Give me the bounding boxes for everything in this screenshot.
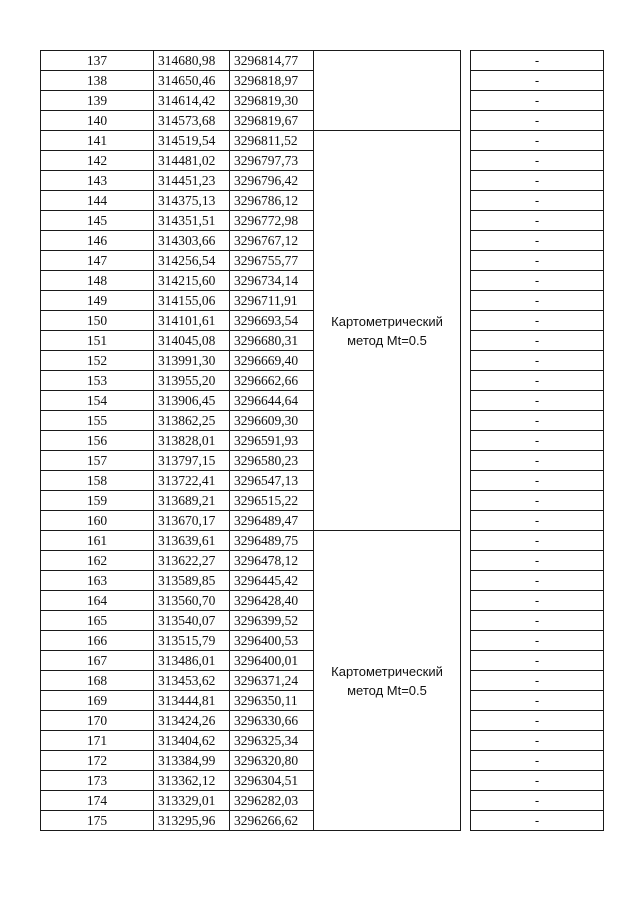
- table-row: [41, 131, 604, 151]
- y-coordinate-cell: 3296371,24: [230, 671, 314, 691]
- note-cell: -: [471, 231, 604, 251]
- point-number-cell: 152: [41, 351, 154, 371]
- column-gap: [461, 771, 471, 791]
- note-cell: -: [471, 711, 604, 731]
- x-coordinate-cell: 313991,30: [154, 351, 230, 371]
- x-coordinate-cell: 313540,07: [154, 611, 230, 631]
- coordinates-table-body: [41, 51, 604, 831]
- coordinates-table: [40, 50, 604, 831]
- x-coordinate-cell: 313670,17: [154, 511, 230, 531]
- note-cell: -: [471, 811, 604, 831]
- x-coordinate-cell: 313560,70: [154, 591, 230, 611]
- x-coordinate-cell: 314155,06: [154, 291, 230, 311]
- column-gap: [461, 571, 471, 591]
- y-coordinate-cell: 3296489,47: [230, 511, 314, 531]
- y-coordinate-cell: 3296399,52: [230, 611, 314, 631]
- y-coordinate-cell: 3296266,62: [230, 811, 314, 831]
- column-gap: [461, 631, 471, 651]
- y-coordinate-cell: 3296609,30: [230, 411, 314, 431]
- point-number-cell: 146: [41, 231, 154, 251]
- column-gap: [461, 191, 471, 211]
- point-number-cell: 171: [41, 731, 154, 751]
- column-gap: [461, 251, 471, 271]
- x-coordinate-cell: 313329,01: [154, 791, 230, 811]
- x-coordinate-cell: 314519,54: [154, 131, 230, 151]
- note-cell: -: [471, 671, 604, 691]
- x-coordinate-cell: 313384,99: [154, 751, 230, 771]
- table-row: [41, 51, 604, 71]
- x-coordinate-cell: 314045,08: [154, 331, 230, 351]
- y-coordinate-cell: 3296811,52: [230, 131, 314, 151]
- column-gap: [461, 311, 471, 331]
- point-number-cell: 151: [41, 331, 154, 351]
- column-gap: [461, 711, 471, 731]
- point-number-cell: 145: [41, 211, 154, 231]
- column-gap: [461, 551, 471, 571]
- note-cell: -: [471, 131, 604, 151]
- note-cell: -: [471, 351, 604, 371]
- x-coordinate-cell: 314215,60: [154, 271, 230, 291]
- point-number-cell: 175: [41, 811, 154, 831]
- x-coordinate-cell: 313722,41: [154, 471, 230, 491]
- x-coordinate-cell: 313404,62: [154, 731, 230, 751]
- point-number-cell: 137: [41, 51, 154, 71]
- method-cell: [314, 51, 461, 131]
- column-gap: [461, 71, 471, 91]
- y-coordinate-cell: 3296662,66: [230, 371, 314, 391]
- x-coordinate-cell: 313862,25: [154, 411, 230, 431]
- y-coordinate-cell: 3296282,03: [230, 791, 314, 811]
- table-row: [41, 531, 604, 551]
- note-cell: -: [471, 371, 604, 391]
- column-gap: [461, 91, 471, 111]
- note-cell: -: [471, 91, 604, 111]
- note-cell: -: [471, 691, 604, 711]
- note-cell: -: [471, 151, 604, 171]
- y-coordinate-cell: 3296591,93: [230, 431, 314, 451]
- point-number-cell: 155: [41, 411, 154, 431]
- x-coordinate-cell: 313486,01: [154, 651, 230, 671]
- note-cell: -: [471, 731, 604, 751]
- column-gap: [461, 111, 471, 131]
- x-coordinate-cell: 314614,42: [154, 91, 230, 111]
- x-coordinate-cell: 313453,62: [154, 671, 230, 691]
- column-gap: [461, 511, 471, 531]
- note-cell: -: [471, 431, 604, 451]
- y-coordinate-cell: 3296350,11: [230, 691, 314, 711]
- y-coordinate-cell: 3296819,67: [230, 111, 314, 131]
- y-coordinate-cell: 3296669,40: [230, 351, 314, 371]
- point-number-cell: 169: [41, 691, 154, 711]
- note-cell: -: [471, 771, 604, 791]
- point-number-cell: 170: [41, 711, 154, 731]
- x-coordinate-cell: 313362,12: [154, 771, 230, 791]
- x-coordinate-cell: 314650,46: [154, 71, 230, 91]
- note-cell: -: [471, 611, 604, 631]
- point-number-cell: 168: [41, 671, 154, 691]
- note-cell: -: [471, 471, 604, 491]
- x-coordinate-cell: 314303,66: [154, 231, 230, 251]
- note-cell: -: [471, 191, 604, 211]
- point-number-cell: 173: [41, 771, 154, 791]
- note-cell: -: [471, 591, 604, 611]
- column-gap: [461, 131, 471, 151]
- column-gap: [461, 231, 471, 251]
- column-gap: [461, 731, 471, 751]
- note-cell: -: [471, 171, 604, 191]
- point-number-cell: 157: [41, 451, 154, 471]
- y-coordinate-cell: 3296772,98: [230, 211, 314, 231]
- column-gap: [461, 471, 471, 491]
- column-gap: [461, 531, 471, 551]
- y-coordinate-cell: 3296734,14: [230, 271, 314, 291]
- x-coordinate-cell: 313689,21: [154, 491, 230, 511]
- column-gap: [461, 171, 471, 191]
- point-number-cell: 172: [41, 751, 154, 771]
- y-coordinate-cell: 3296786,12: [230, 191, 314, 211]
- point-number-cell: 167: [41, 651, 154, 671]
- x-coordinate-cell: 314375,13: [154, 191, 230, 211]
- y-coordinate-cell: 3296644,64: [230, 391, 314, 411]
- note-cell: -: [471, 491, 604, 511]
- y-coordinate-cell: 3296320,80: [230, 751, 314, 771]
- note-cell: -: [471, 391, 604, 411]
- note-cell: -: [471, 51, 604, 71]
- point-number-cell: 153: [41, 371, 154, 391]
- y-coordinate-cell: 3296330,66: [230, 711, 314, 731]
- y-coordinate-cell: 3296680,31: [230, 331, 314, 351]
- y-coordinate-cell: 3296796,42: [230, 171, 314, 191]
- point-number-cell: 150: [41, 311, 154, 331]
- column-gap: [461, 371, 471, 391]
- method-cell: Картометрический метод Mt=0.5: [314, 531, 461, 831]
- point-number-cell: 158: [41, 471, 154, 491]
- note-cell: -: [471, 111, 604, 131]
- column-gap: [461, 271, 471, 291]
- point-number-cell: 139: [41, 91, 154, 111]
- x-coordinate-cell: 313797,15: [154, 451, 230, 471]
- point-number-cell: 141: [41, 131, 154, 151]
- x-coordinate-cell: 313828,01: [154, 431, 230, 451]
- note-cell: -: [471, 311, 604, 331]
- column-gap: [461, 451, 471, 471]
- method-cell: Картометрический метод Mt=0.5: [314, 131, 461, 531]
- note-cell: -: [471, 271, 604, 291]
- y-coordinate-cell: 3296428,40: [230, 591, 314, 611]
- point-number-cell: 162: [41, 551, 154, 571]
- x-coordinate-cell: 313444,81: [154, 691, 230, 711]
- column-gap: [461, 671, 471, 691]
- column-gap: [461, 151, 471, 171]
- note-cell: -: [471, 511, 604, 531]
- x-coordinate-cell: 313424,26: [154, 711, 230, 731]
- y-coordinate-cell: 3296489,75: [230, 531, 314, 551]
- column-gap: [461, 491, 471, 511]
- note-cell: -: [471, 551, 604, 571]
- point-number-cell: 156: [41, 431, 154, 451]
- x-coordinate-cell: 313639,61: [154, 531, 230, 551]
- column-gap: [461, 751, 471, 771]
- x-coordinate-cell: 313622,27: [154, 551, 230, 571]
- y-coordinate-cell: 3296711,91: [230, 291, 314, 311]
- x-coordinate-cell: 313295,96: [154, 811, 230, 831]
- x-coordinate-cell: 313906,45: [154, 391, 230, 411]
- y-coordinate-cell: 3296478,12: [230, 551, 314, 571]
- y-coordinate-cell: 3296400,01: [230, 651, 314, 671]
- column-gap: [461, 291, 471, 311]
- x-coordinate-cell: 314256,54: [154, 251, 230, 271]
- column-gap: [461, 391, 471, 411]
- y-coordinate-cell: 3296814,77: [230, 51, 314, 71]
- note-cell: -: [471, 251, 604, 271]
- note-cell: -: [471, 751, 604, 771]
- x-coordinate-cell: 314573,68: [154, 111, 230, 131]
- y-coordinate-cell: 3296515,22: [230, 491, 314, 511]
- note-cell: -: [471, 791, 604, 811]
- column-gap: [461, 611, 471, 631]
- column-gap: [461, 411, 471, 431]
- column-gap: [461, 811, 471, 831]
- y-coordinate-cell: 3296818,97: [230, 71, 314, 91]
- x-coordinate-cell: 314351,51: [154, 211, 230, 231]
- point-number-cell: 159: [41, 491, 154, 511]
- column-gap: [461, 331, 471, 351]
- x-coordinate-cell: 314481,02: [154, 151, 230, 171]
- x-coordinate-cell: 313515,79: [154, 631, 230, 651]
- y-coordinate-cell: 3296325,34: [230, 731, 314, 751]
- x-coordinate-cell: 313589,85: [154, 571, 230, 591]
- point-number-cell: 143: [41, 171, 154, 191]
- point-number-cell: 154: [41, 391, 154, 411]
- column-gap: [461, 591, 471, 611]
- y-coordinate-cell: 3296693,54: [230, 311, 314, 331]
- y-coordinate-cell: 3296755,77: [230, 251, 314, 271]
- column-gap: [461, 691, 471, 711]
- point-number-cell: 138: [41, 71, 154, 91]
- point-number-cell: 161: [41, 531, 154, 551]
- note-cell: -: [471, 451, 604, 471]
- x-coordinate-cell: 314101,61: [154, 311, 230, 331]
- note-cell: -: [471, 71, 604, 91]
- column-gap: [461, 651, 471, 671]
- note-cell: -: [471, 411, 604, 431]
- y-coordinate-cell: 3296580,23: [230, 451, 314, 471]
- note-cell: -: [471, 571, 604, 591]
- point-number-cell: 147: [41, 251, 154, 271]
- y-coordinate-cell: 3296797,73: [230, 151, 314, 171]
- column-gap: [461, 51, 471, 71]
- point-number-cell: 165: [41, 611, 154, 631]
- point-number-cell: 144: [41, 191, 154, 211]
- note-cell: -: [471, 211, 604, 231]
- x-coordinate-cell: 314451,23: [154, 171, 230, 191]
- y-coordinate-cell: 3296819,30: [230, 91, 314, 111]
- column-gap: [461, 791, 471, 811]
- column-gap: [461, 211, 471, 231]
- point-number-cell: 148: [41, 271, 154, 291]
- point-number-cell: 140: [41, 111, 154, 131]
- point-number-cell: 166: [41, 631, 154, 651]
- point-number-cell: 149: [41, 291, 154, 311]
- note-cell: -: [471, 331, 604, 351]
- y-coordinate-cell: 3296445,42: [230, 571, 314, 591]
- column-gap: [461, 351, 471, 371]
- y-coordinate-cell: 3296400,53: [230, 631, 314, 651]
- point-number-cell: 163: [41, 571, 154, 591]
- point-number-cell: 164: [41, 591, 154, 611]
- note-cell: -: [471, 631, 604, 651]
- note-cell: -: [471, 531, 604, 551]
- x-coordinate-cell: 314680,98: [154, 51, 230, 71]
- note-cell: -: [471, 651, 604, 671]
- column-gap: [461, 431, 471, 451]
- point-number-cell: 160: [41, 511, 154, 531]
- y-coordinate-cell: 3296767,12: [230, 231, 314, 251]
- point-number-cell: 174: [41, 791, 154, 811]
- point-number-cell: 142: [41, 151, 154, 171]
- y-coordinate-cell: 3296304,51: [230, 771, 314, 791]
- note-cell: -: [471, 291, 604, 311]
- x-coordinate-cell: 313955,20: [154, 371, 230, 391]
- y-coordinate-cell: 3296547,13: [230, 471, 314, 491]
